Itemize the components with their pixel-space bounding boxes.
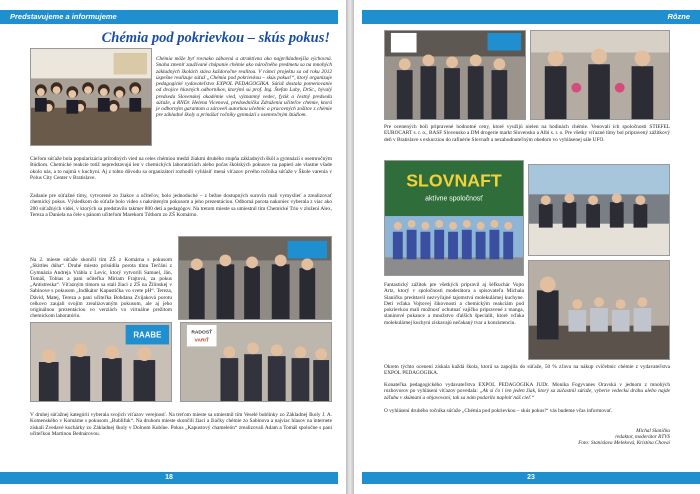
author-role: redaktor, moderátor RTVS	[615, 434, 670, 441]
right-section-label: Rôzne	[667, 12, 690, 21]
photo-award-stage	[178, 236, 332, 320]
left-page-number: 18	[165, 474, 173, 481]
right-paragraph-3: Okrem týchto ocenení získala každá škola, ktorá sa zapojila do súťaže, 50 % zľavu na nákup cvičebníc chémie z vydavateľstva EXPOL PEDAGOGIKA.	[384, 364, 670, 377]
right-page	[354, 0, 700, 494]
left-page	[0, 0, 346, 494]
right-header-bar	[362, 10, 700, 24]
slovnaft-sign: SLOVNAFT	[406, 170, 502, 191]
left-header-bar	[0, 10, 338, 24]
banner-varit: VARIŤ	[194, 338, 209, 344]
article-title: Chémia pod pokrievkou – skús pokus!	[101, 30, 330, 46]
author-name: Michal Slanička	[636, 428, 670, 434]
left-section-label: Predstavujeme a informujeme	[10, 12, 117, 21]
banner-raabe: RAABE	[133, 330, 162, 340]
banner-radost: RADOSŤ	[191, 330, 213, 336]
photo-credit: Foto: Stanislava Meleková, Kristína Chovaí	[578, 440, 670, 447]
left-footer-bar	[0, 472, 338, 484]
author-credit	[484, 428, 670, 447]
photo-slovnaft-excursion	[384, 160, 524, 276]
director-quote: „Ak si čo i len jeden žiak, ktorý sa zúčastnil súťaže, vyberie vedeckú dráhu alebo najde záľubu v skúmaní a objavovaní, tak sa nám podarilo naplniť náš cieľ.“	[384, 388, 670, 401]
article-paragraph-3: Na 2. mieste súťaže skončil tím ZŠ z Komárna s pokusom „Skittles dúha“. Druhé miesto prisúdila porota tímu Terčáni z Gymnázia Andreja Vrábla z Levíc, ktorý vytvorili Samuel, Ján, Tomáš, Tobias a pani učiteľka Miriam Frajtová, za pokus „Antistreska“. Víťazným tímom sa stali žiaci z ZŠ na Žilinskej v Sabinove s pokusom „Indikátor Kapustička vo svete pH“. Tereza, Dávid, Matej, Tereza a pani učiteľka Bohdana Zvijaková porotu celkovo zaujali svojím zrealizovaným pokusom, ale aj jeho originálnou prezentáciou vo verziách vo virtuálne prežitom chemickom laboratóriu.	[30, 257, 172, 320]
right-paragraph-1: Pre ocenených boli pripravené hodnotné ceny, ktoré využijú nielen na hodinách chémie. Venovali ich spoločnosti STIEFEL EUROCART s. r. o., BASF Slovensko a DM drogerie markt Slovensko a Albi s. r. o. Pre všetky víťazné tímy bol pripravený zážitkový deň v Bratislave s exkurziou do rafinérie Slovnaft a nezabudnuteľným obedom vo vyhlásenej sále UFO.	[384, 124, 670, 143]
article-intro: Chémia môže byť rovnako zábavná a atraktívna ako najpríkladnejšia výchovná. Snaha zmeniť zaužívané chápanie chémie ako náročného predmetu sa na mnohých základných školách stáva každoročne realitou. V rámci projektu sa od roku 2012 úspešne realizuje súťaž „Chémia pod pokrievkou – skús pokus!“, ktorý organizuje pedagogické vydavateľstvo EXPOL PEDAGOGIKA. Súťaž dostala pomenovanie od dvojice hlavných odborníkov, ktorými sú prof. Ing. Štefan Luby, DrSc., bývalý predseda Slovenskej akadémie vied, významný vedec, fyzik a čestný predseda súťaže, a RNDr. Helena Vicenová, predsedníčka Združenia učiteľov chémie, ktorá je odborným garantom a zároveň autorkou učebníc a pracovných zošitov z chémie pre základné školy a prinášať ročníky gymnázií s osemročným štúdiom.	[156, 56, 332, 119]
photo-team-banner	[180, 322, 332, 402]
slovnaft-tagline: aktívne spoločnosť	[425, 195, 483, 203]
right-footer-bar	[362, 472, 700, 484]
photo-winners-microphone	[30, 322, 172, 402]
right-paragraph-2: Fantastický zážitok pre všetkých pripravil aj šéfkuchár Vojto Artz, ktorý v spoločnosti moderátora a spisovateľa Michala Slaničku predstavil nezvyčajné tajomstvá molekulárnej kuchyne. Deti vďaka Vojtovej šikovnosti a chemickým reakciám pod pokrievkou mali možnosť ochutnať vajíčko pripravené z manga, slaninové pukance a množstvo ďalších špecialít, ktoré vďaka molekulárnej kuchyni získavajú nečakaný tvar a konzistenciu.	[384, 282, 524, 326]
right-paragraph-5: O vyhlásení druhého ročníka súťaže „Chémia pod pokrievkou – skús pokus!“ vás budeme včas informovať.	[384, 408, 613, 414]
article-paragraph-4: V druhej súťažnej kategórii vyberala svojich víťazov verejnosť. Na treťom mieste sa umiestnil tím Veselé bublinky zo Základnej školy J. A. Komenského v Komárne s pokusom „Bublifuk“. Na druhom mieste skončili žiaci a žiačky chémie zo Sabinova a najviac hlasov na internete získali Zvedavé kuchárky zo Základnej školy v Dolnom Kubíne. Pokus „Kapustový chameleón“ zrealizovali Adam a Tomáš spoločne s pani učiteľkou Martinou Bednárovou.	[30, 412, 332, 437]
article-paragraph-2: Zadanie pre súťažné tímy, vytvorené zo žiakov a učiteľov, bolo jednoduché – z bežne dostupných surovín mali vymyslieť a zrealizovať chemický pokus. Výsledkom do súťaže bolo video s nakrúteným pokusom a jeho prezentáciou. Odborná porota nakoniec vyberala z viac ako 200 súťažných videí, v ktorých sa predstavilo takmer 800 detí a pedagógov. Na tretom mieste sa umiestnil tím Chemické Trio v zložení Alex, Tereza a Daniela na čele s pánom učiteľom Marekom Tóthom zo ZŠ Komárno.	[30, 193, 332, 218]
photo-ufo-lunch	[528, 164, 670, 256]
photo-molecular-cooking	[528, 260, 670, 360]
right-page-number: 23	[527, 474, 535, 481]
photo-group-students	[30, 48, 152, 146]
article-paragraph-1: Cieľom súťaže bola popularizácia prírodných vied na celes chémiou medzi žiakmi druhého stupňa základných škôl a gymnázií s osemročným štúdiom. Chemické reakcie totiž nepredstavujú len v chemických laboratóriách alebo počas školských pokusov na papieri ale vlastne všade okolo nás, a to najmä v kuchyni. Aj z tohto dôvodu sa organizátori rozhodli vyhlásiť mená víťazov prvého ročníka súťaže v Škole varenia v Polus City Center v Bratislave.	[30, 156, 332, 181]
book-gutter	[346, 0, 354, 494]
photo-award-presentation	[384, 30, 526, 120]
right-paragraph-4	[384, 382, 670, 401]
photo-organizers	[530, 30, 670, 120]
director-statement: Konateľka pedagogického vydavateľstva EXPOL PEDAGOGIKA JUDr. Monika Fogyvanes Oravská v jednom z mnohých rozhovorov po vyhlásení víťazov povedala:	[384, 382, 670, 395]
